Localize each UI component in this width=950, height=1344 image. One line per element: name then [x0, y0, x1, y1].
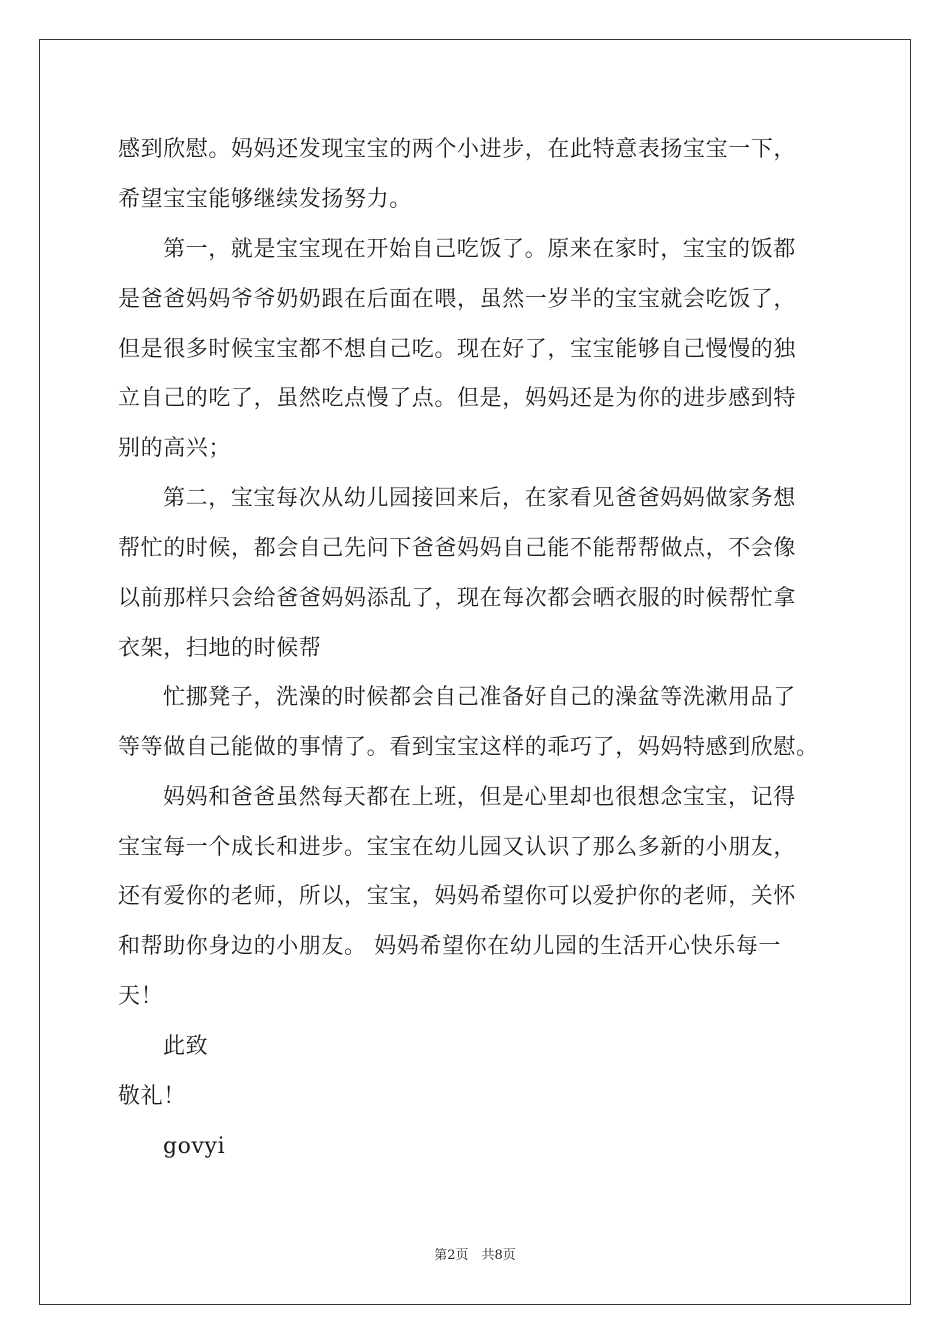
body-text-line: 还有爱你的老师，所以，宝宝，妈妈希望你可以爱护你的老师，关怀 — [118, 884, 797, 909]
body-text-line: 以前那样只会给爸爸妈妈添乱了，现在每次都会晒衣服的时候帮忙拿 — [118, 586, 797, 611]
closing-salutation: 此致 — [163, 1034, 209, 1059]
body-text-line: 帮忙的时候，都会自己先问下爸爸妈妈自己能不能帮帮做点，不会像 — [118, 536, 797, 561]
page-number: 第2页 共8页 — [434, 1248, 516, 1263]
body-text-line: 宝宝每一个成长和进步。宝宝在幼儿园又认识了那么多新的小朋友， — [118, 835, 797, 860]
paragraph-first-line: 第二，宝宝每次从幼儿园接回来后，在家看见爸爸妈妈做家务想 — [163, 486, 796, 511]
closing-regards: 敬礼！ — [118, 1084, 186, 1109]
body-text-line: 和帮助你身边的小朋友。 妈妈希望你在幼儿园的生活开心快乐每一 — [118, 934, 781, 959]
body-text-line: 立自己的吃了，虽然吃点慢了点。但是，妈妈还是为你的进步感到特 — [118, 386, 797, 411]
body-text-line: 但是很多时候宝宝都不想自己吃。现在好了，宝宝能够自己慢慢的独 — [118, 337, 797, 362]
body-text-line: 是爸爸妈妈爷爷奶奶跟在后面在喂，虽然一岁半的宝宝就会吃饭了， — [118, 287, 797, 312]
body-text-line: 等等做自己能做的事情了。看到宝宝这样的乖巧了，妈妈特感到欣慰。 — [118, 735, 819, 760]
paragraph-first-line: 第一，就是宝宝现在开始自己吃饭了。原来在家时，宝宝的饭都 — [163, 237, 796, 262]
body-text-line: 衣架，扫地的时候帮 — [118, 636, 322, 661]
body-text-line: 天！ — [118, 984, 164, 1009]
paragraph-first-line: 妈妈和爸爸虽然每天都在上班，但是心里却也很想念宝宝，记得 — [163, 785, 796, 810]
page-border — [39, 39, 911, 1305]
body-text-line: 希望宝宝能够继续发扬努力。 — [118, 187, 412, 212]
signature: govyi — [163, 1134, 226, 1159]
body-text-line: 感到欣慰。妈妈还发现宝宝的两个小进步，在此特意表扬宝宝一下， — [118, 137, 797, 162]
body-text-line: 别的高兴； — [118, 436, 232, 461]
paragraph-first-line: 忙挪凳子，洗澡的时候都会自己准备好自己的澡盆等洗漱用品了 — [163, 685, 796, 710]
